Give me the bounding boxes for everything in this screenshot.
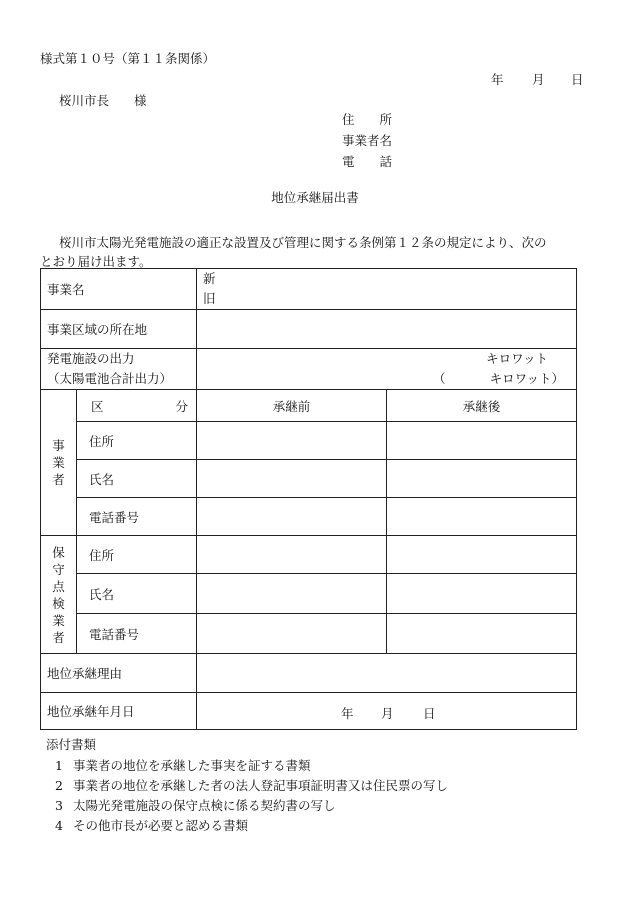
operator-name-row bbox=[41, 460, 577, 498]
operator-group-label: 事 業 者 bbox=[41, 390, 77, 536]
date-month: 月 bbox=[532, 72, 545, 87]
succession-date-row bbox=[41, 693, 577, 730]
operator-phone-after[interactable] bbox=[387, 498, 577, 536]
attachment-item-3: 3 太陽光発電施設の保守点検に係る契約書の写し bbox=[55, 798, 336, 813]
maintainer-name-after[interactable] bbox=[387, 574, 577, 614]
operator-phone-label: 電話番号 bbox=[77, 498, 197, 536]
old-label: 旧 bbox=[203, 291, 216, 306]
succession-date-field[interactable] bbox=[197, 693, 577, 730]
output-field[interactable] bbox=[197, 349, 577, 390]
maintainer-name-row bbox=[41, 574, 577, 614]
operator-address-row bbox=[41, 422, 577, 460]
maintainer-name-before[interactable] bbox=[197, 574, 387, 614]
attachment-item-2: 2 事業者の地位を承継した者の法人登記事項証明書又は住民票の写し bbox=[55, 778, 448, 793]
output-row bbox=[41, 349, 577, 390]
addressee: 桜川市長 様 bbox=[59, 93, 147, 108]
operator-phone-row bbox=[41, 498, 577, 536]
succession-day: 日 bbox=[423, 706, 436, 721]
project-name-row bbox=[41, 269, 577, 310]
reason-label: 地位承継理由 bbox=[41, 654, 197, 693]
attachments-title: 添付書類 bbox=[46, 737, 97, 752]
output-label-line2: （太陽電池合計出力） bbox=[47, 371, 173, 386]
reason-field[interactable] bbox=[197, 654, 577, 693]
operator-address-after[interactable] bbox=[387, 422, 577, 460]
intro-text-line1: 桜川市太陽光発電施設の適正な設置及び管理に関する条例第１２条の規定により、次の bbox=[59, 235, 547, 250]
maintainer-address-after[interactable] bbox=[387, 536, 577, 574]
maintainer-phone-before[interactable] bbox=[197, 614, 387, 654]
address-label: 住 所 bbox=[342, 112, 393, 127]
form-number: 様式第１０号（第１１条関係） bbox=[40, 51, 216, 66]
operator-name-after[interactable] bbox=[387, 460, 577, 498]
location-label: 事業区域の所在地 bbox=[41, 310, 197, 349]
operator-name-label: 氏名 bbox=[77, 460, 197, 498]
operator-name-before[interactable] bbox=[197, 460, 387, 498]
kw-paren-unit: キロワット） bbox=[489, 371, 565, 386]
new-label: 新 bbox=[203, 271, 216, 286]
project-name-label: 事業名 bbox=[41, 269, 197, 310]
before-label: 承継前 bbox=[197, 390, 387, 422]
maintainer-phone-row bbox=[41, 614, 577, 654]
maintainer-group-label: 保 守 点 検 業 者 bbox=[41, 536, 77, 654]
output-label bbox=[41, 349, 197, 390]
succession-form-table bbox=[40, 268, 577, 730]
succession-month: 月 bbox=[381, 706, 394, 721]
location-row bbox=[41, 310, 577, 349]
intro-text-line2: とおり届け出ます。 bbox=[40, 254, 152, 269]
phone-label: 電 話 bbox=[342, 154, 393, 169]
kw-unit: キロワット bbox=[486, 351, 549, 366]
date-year: 年 bbox=[491, 72, 504, 87]
project-name-field[interactable] bbox=[197, 269, 577, 310]
maintainer-phone-label: 電話番号 bbox=[77, 614, 197, 654]
operator-phone-before[interactable] bbox=[197, 498, 387, 536]
date-day: 日 bbox=[571, 72, 584, 87]
succession-date-label: 地位承継年月日 bbox=[41, 693, 197, 730]
operator-address-before[interactable] bbox=[197, 422, 387, 460]
succession-year: 年 bbox=[341, 706, 354, 721]
business-name-label: 事業者名 bbox=[342, 133, 393, 148]
after-label: 承継後 bbox=[387, 390, 577, 422]
category-header-row bbox=[41, 390, 577, 422]
operator-address-label: 住所 bbox=[77, 422, 197, 460]
document-title: 地位承継届出書 bbox=[271, 190, 359, 205]
attachment-item-4: 4 その他市長が必要と認める書類 bbox=[55, 818, 248, 833]
maintainer-address-label: 住所 bbox=[77, 536, 197, 574]
maintainer-name-label: 氏名 bbox=[77, 574, 197, 614]
attachment-item-1: 1 事業者の地位を承継した事実を証する書類 bbox=[55, 758, 311, 773]
maintainer-address-before[interactable] bbox=[197, 536, 387, 574]
location-field[interactable] bbox=[197, 310, 577, 349]
maintainer-address-row bbox=[41, 536, 577, 574]
category-label: 区 分 bbox=[77, 390, 197, 422]
kw-paren-open: （ bbox=[433, 371, 446, 386]
maintainer-phone-after[interactable] bbox=[387, 614, 577, 654]
reason-row bbox=[41, 654, 577, 693]
output-label-line1: 発電施設の出力 bbox=[47, 351, 135, 366]
